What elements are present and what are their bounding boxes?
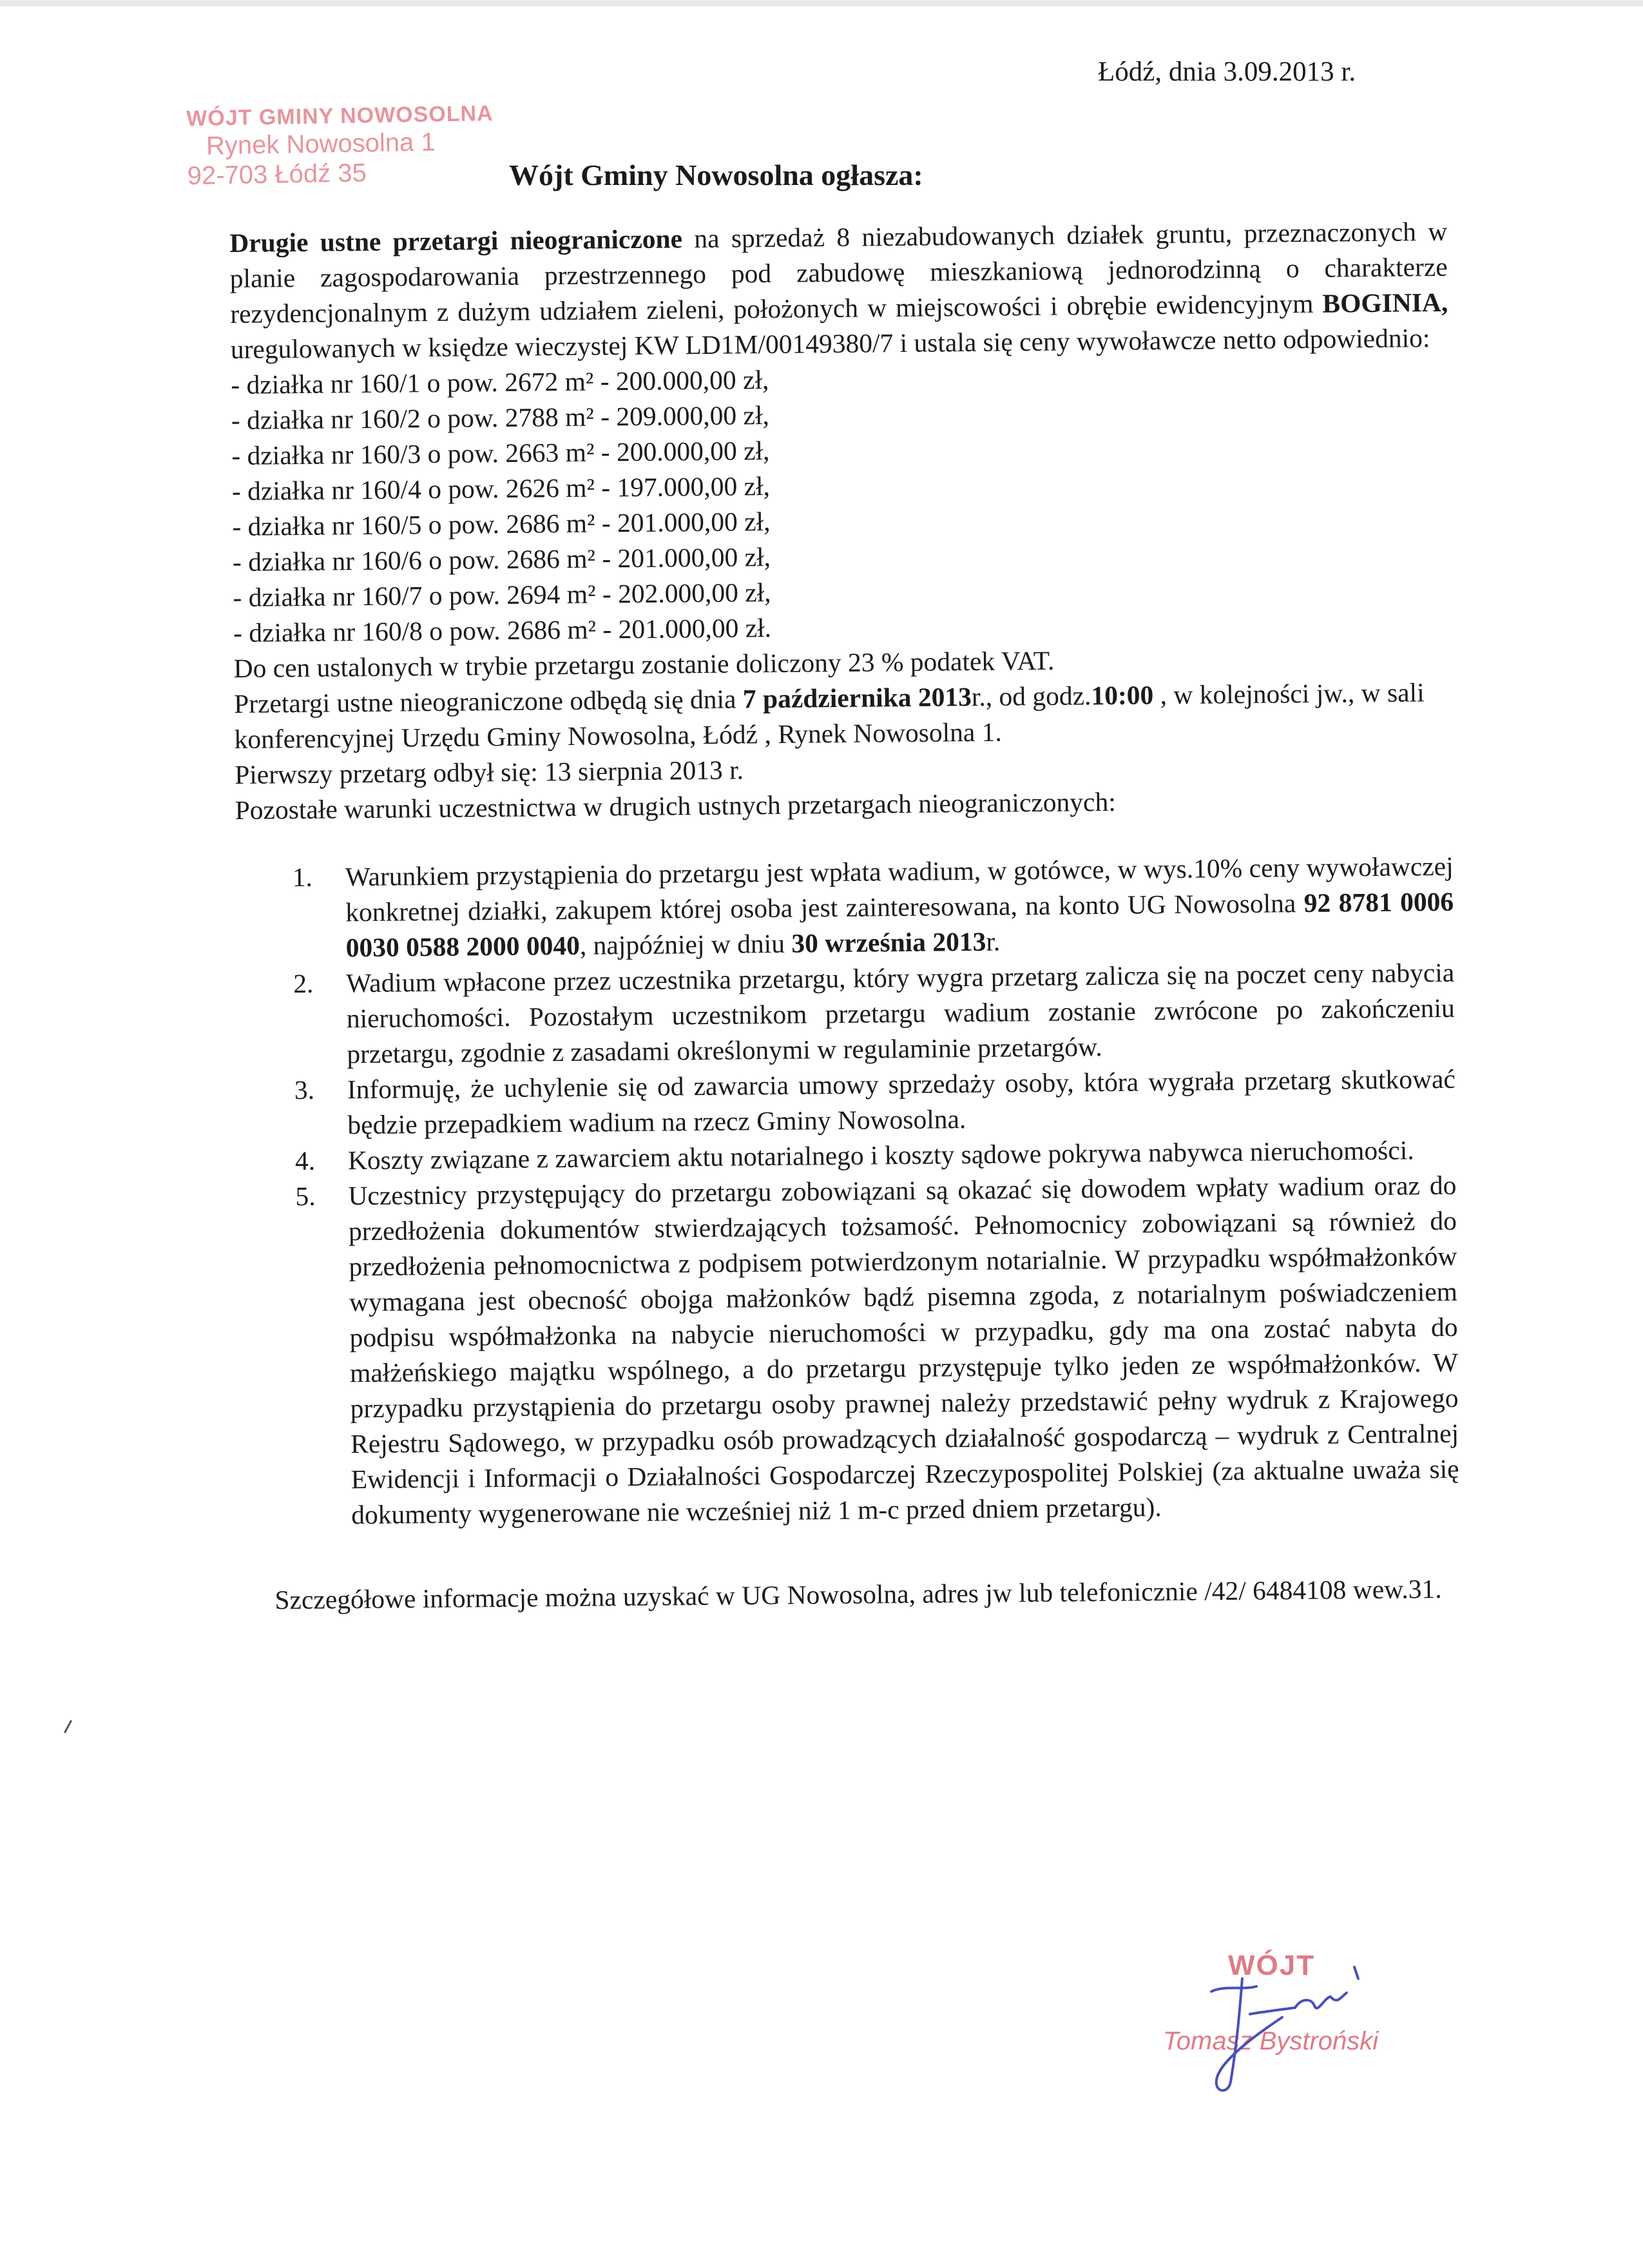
condition-item xyxy=(292,849,1454,966)
place-and-date: Łódź, dnia 3.09.2013 r. xyxy=(1098,57,1356,87)
condition-number: 1. xyxy=(292,862,313,893)
auction-text-1: Przetargi ustne nieograniczone odbędą się dnia xyxy=(233,684,744,719)
condition-text: Uczestnicy przystępujący do przetargu zobowiązani są okazać się dowodem wpłaty wadium oraz do przedłożenia dokumentów stwierdzających tożsamość. Pełnomocnicy zobowiązani są również do przedłożenia pełnomocnictwa z podpisem potwierdzonym notarialnie. W przypadku współmałżonków wymagana jest obecność obojga małżonków bądź pisemna zgoda, z notarialnym poświadczeniem podpisu współmałżonka na nabycie nieruchomości w przypadku, gdy ma ona zostać nabyta do małżeńskiego majątku wspólnego, a do przetargu przystępuje tylko jeden ze współmałżonków. W przypadku przystąpienia do przetargu osoby prawnej należy przedstawić pełny wydruk z Krajowego Rejestru Sądowego, w przypadku osób prowadzących działalność gospodarczą – wydruk z Centralnej Ewidencji i Informacji o Działalności Gospodarczej Rzeczypospolitej Polskiej (za aktualne uważa się dokumenty wygenerowane nie wcześniej niż 1 m-c przed dniem przetargu). xyxy=(348,1170,1459,1530)
auction-text-2: r., od godz. xyxy=(971,681,1091,712)
intro-text-2: uregulowanych w księdze wieczystej KW LD1M/00149380/7 i ustala się ceny wywoławcze netto odpowiednio: xyxy=(230,323,1430,364)
conditions-intro: Pozostałe warunki uczestnictwa w drugich ustnych przetargach nieograniczonych: xyxy=(235,786,1116,825)
first-auction-note: Pierwszy przetarg odbył się: 13 sierpnia 2013 r. xyxy=(234,755,744,790)
announcement-body xyxy=(229,214,1461,1618)
stamp-line-1: WÓJT GMINY NOWOSOLNA xyxy=(186,101,494,131)
handwritten-signature xyxy=(1186,1953,1392,2101)
condition-number: 2. xyxy=(293,968,314,999)
auction-date: 7 października 2013 xyxy=(742,681,972,714)
plot-item: - działka nr 160/3 o pow. 2663 m² - 200.000,00 zł, xyxy=(231,435,770,470)
auction-paragraph xyxy=(234,675,1452,757)
office-stamp xyxy=(160,100,523,191)
condition-item xyxy=(294,1061,1456,1143)
signature-title: WÓJT xyxy=(1228,1950,1316,1981)
condition-text: Koszty związane z zawarciem aktu notarialnego i koszty sądowe pokrywa nabywca nieruchomości. xyxy=(347,1135,1414,1176)
intro-paragraph xyxy=(229,214,1448,367)
condition-text: , najpóźniej w dniu xyxy=(579,928,792,960)
plot-item: - działka nr 160/8 o pow. 2686 m² - 201.000,00 zł. xyxy=(233,612,772,648)
intro-text-1: na sprzedaż 8 niezabudowanych działek gruntu, przeznaczonych w planie zagospodarowania przestrzennego pod zabudowę mieszkaniową jednorodzinną o charakterze rezydencjonalnym z dużym udziałem zieleni, położonych w miejscowości i obrębie ewidencyjnym xyxy=(229,216,1448,329)
plot-item: - działka nr 160/4 o pow. 2626 m² - 197.000,00 zł, xyxy=(231,470,771,506)
condition-text: Wadium wpłacone przez uczestnika przetargu, który wygra przetarg zalicza się na poczet ceny nabycia nieruchomości. Pozostałym uczestnikom przetargu wadium zostanie zwrócone po zakończeniu przetargu, zgodnie z zasadami określonymi w regulaminie przetargów. xyxy=(346,957,1455,1069)
stray-pen-mark xyxy=(64,1720,72,1734)
condition-number: 5. xyxy=(295,1181,316,1212)
bank-account-number: 92 8781 0006 0030 0588 2000 0040 xyxy=(345,886,1454,963)
plot-price-list xyxy=(231,356,1451,651)
condition-number: 4. xyxy=(294,1145,316,1176)
document-title: Wójt Gminy Nowosolna ogłasza: xyxy=(509,159,923,191)
auction-text-3: , w kolejności jw., w sali konferencyjnej Urzędu Gminy Nowosolna, Łódź , Rynek Nowosolna 1. xyxy=(234,677,1425,754)
scan-edge xyxy=(0,0,1643,6)
plot-item: - działka nr 160/2 o pow. 2788 m² - 209.000,00 zł, xyxy=(231,400,770,435)
conditions-list xyxy=(235,849,1459,1534)
condition-item xyxy=(293,955,1456,1072)
condition-item xyxy=(295,1168,1459,1533)
contact-info: Szczegółowe informacje można uzyskać w UG Nowosolna, adres jw lub telefonicznie /42/ 6484108 wew.31. xyxy=(274,1574,1442,1615)
plot-item: - działka nr 160/7 o pow. 2694 m² - 202.000,00 zł, xyxy=(233,577,771,612)
stamp-line-2: Rynek Nowosolna 1 xyxy=(206,128,436,160)
plot-item: - działka nr 160/1 o pow. 2672 m² - 200.000,00 zł, xyxy=(231,364,769,400)
condition-text: Warunkiem przystąpienia do przetargu jest wpłata wadium, w gotówce, w wys.10% ceny wywoławczej konkretnej działki, zakupem której osoba jest zainteresowana, na konto UG Nowosolna xyxy=(345,851,1454,927)
deposit-deadline: 30 września 2013 xyxy=(791,926,986,958)
condition-text: Informuję, że uchylenie się od zawarcia umowy sprzedaży osoby, która wygrała przetarg skutkować będzie przepadkiem wadium na rzecz Gminy Nowosolna. xyxy=(347,1063,1456,1140)
stamp-line-3: 92-703 Łódź 35 xyxy=(187,159,367,191)
condition-number: 3. xyxy=(294,1074,315,1105)
signature-name: Tomasz Bystroński xyxy=(1163,2027,1379,2055)
plot-item: - działka nr 160/5 o pow. 2686 m² - 201.000,00 zł, xyxy=(232,506,771,541)
plot-item: - działka nr 160/6 o pow. 2686 m² - 201.000,00 zł, xyxy=(232,541,771,577)
condition-text: r. xyxy=(986,926,1001,956)
intro-place: BOGINIA, xyxy=(1322,287,1448,318)
vat-note: Do cen ustalonych w trybie przetargu zostanie doliczony 23 % podatek VAT. xyxy=(233,645,1055,683)
intro-bold-lead: Drugie ustne przetargi nieograniczone xyxy=(229,224,683,258)
auction-time: 10:00 xyxy=(1091,680,1154,711)
